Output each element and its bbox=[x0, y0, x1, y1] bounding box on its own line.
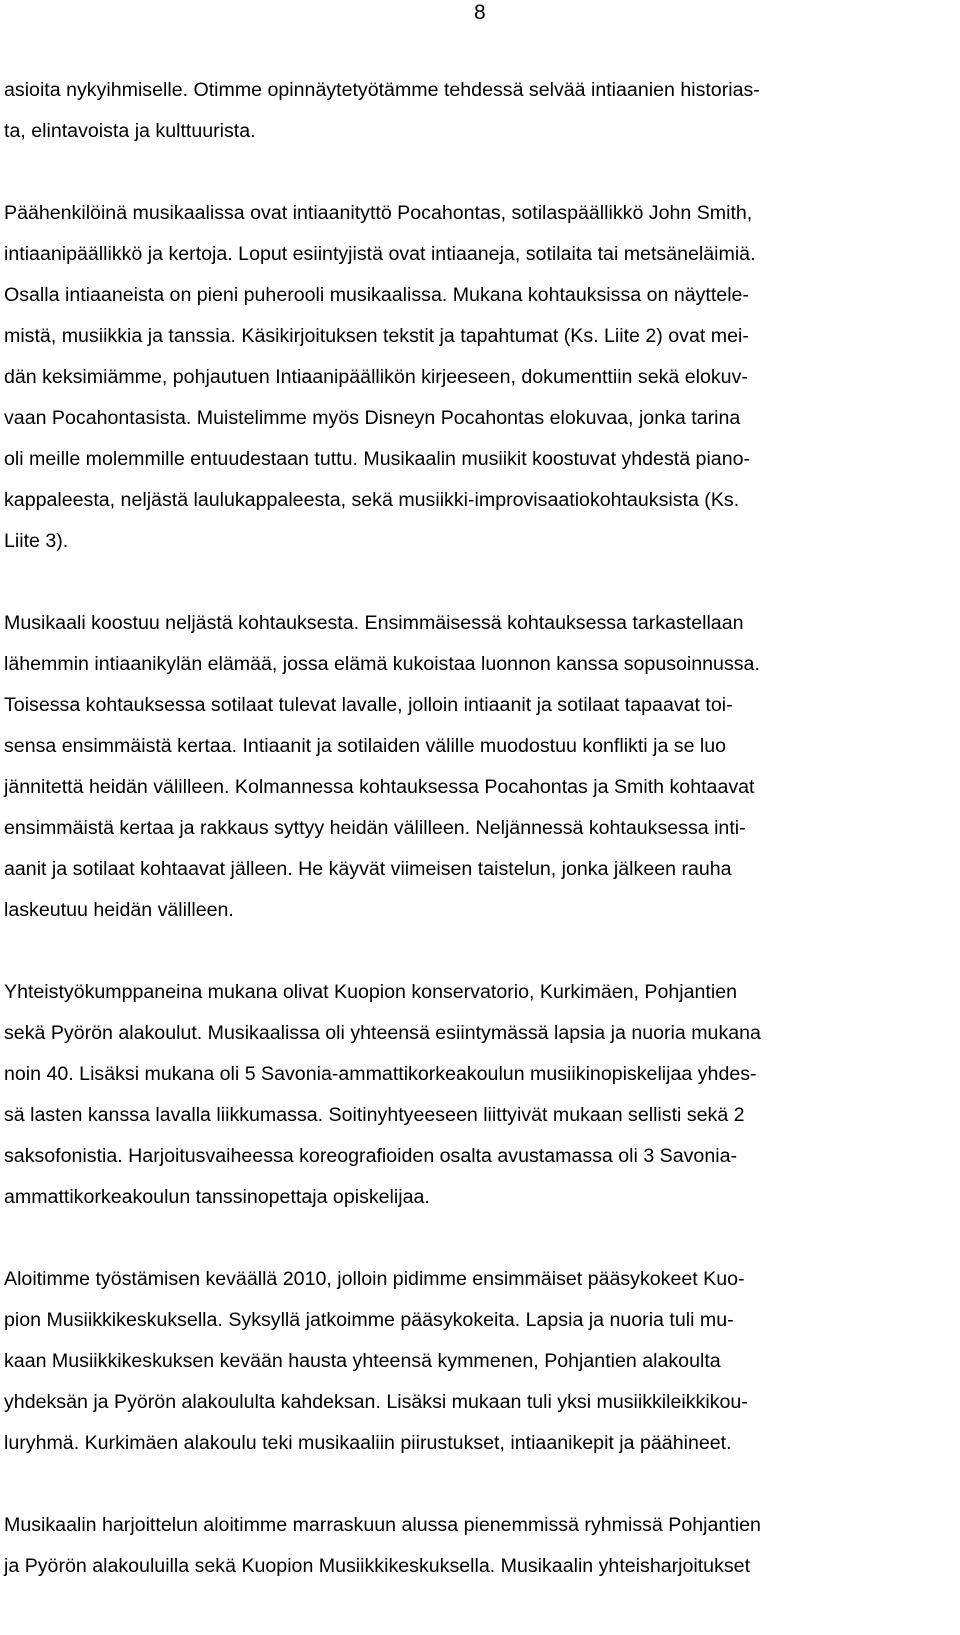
text-line: aanit ja sotilaat kohtaavat jälleen. He käyvät viimeisen taistelun, jonka jälkeen rauha bbox=[4, 858, 732, 880]
text-line: ensimmäistä kertaa ja rakkaus syttyy heidän välilleen. Neljännessä kohtauksessa inti- bbox=[4, 817, 746, 839]
paragraph-spacer bbox=[4, 1464, 761, 1505]
text-line: lähemmin intiaanikylän elämää, jossa elämä kukoistaa luonnon kanssa sopusoinnussa. bbox=[4, 653, 760, 675]
text-line: kappaleesta, neljästä laulukappaleesta, sekä musiikki-improvisaatiokohtauksista (Ks. bbox=[4, 489, 740, 511]
text-line: Yhteistyökumppaneina mukana olivat Kuopion konservatorio, Kurkimäen, Pohjantien bbox=[4, 981, 738, 1003]
text-line: Liite 3). bbox=[4, 530, 69, 552]
paragraph-spacer bbox=[4, 1218, 761, 1259]
text-line: pion Musiikkikeskuksella. Syksyllä jatkoimme pääsykokeita. Lapsia ja nuoria tuli mu- bbox=[4, 1309, 734, 1331]
text-line: asioita nykyihmiselle. Otimme opinnäytetyötämme tehdessä selvää intiaanien historias- bbox=[4, 79, 760, 101]
text-line: luryhmä. Kurkimäen alakoulu teki musikaaliin piirustukset, intiaanikepit ja päähineet. bbox=[4, 1432, 732, 1454]
text-line: ammattikorkeakoulun tanssinopettaja opiskelijaa. bbox=[4, 1186, 430, 1208]
text-line: Musikaali koostuu neljästä kohtauksesta. Ensimmäisessä kohtauksessa tarkastellaan bbox=[4, 612, 744, 634]
text-line: saksofonistia. Harjoitusvaiheessa koreografioiden osalta avustamassa oli 3 Savonia- bbox=[4, 1145, 737, 1167]
paragraph bbox=[4, 193, 761, 562]
text-line: laskeutuu heidän välilleen. bbox=[4, 899, 234, 921]
paragraph bbox=[4, 603, 761, 931]
text-line: mistä, musiikkia ja tanssia. Käsikirjoituksen tekstit ja tapahtumat (Ks. Liite 2) ovat mei- bbox=[4, 325, 749, 347]
text-line: noin 40. Lisäksi mukana oli 5 Savonia-ammattikorkeakoulun musiikinopiskelijaa yhdes- bbox=[4, 1063, 757, 1085]
text-line: Musikaalin harjoittelun aloitimme marraskuun alussa pienemmissä ryhmissä Pohjantien bbox=[4, 1514, 761, 1536]
text-line: Toisessa kohtauksessa sotilaat tulevat lavalle, jolloin intiaanit ja sotilaat tapaavat toi- bbox=[4, 694, 733, 716]
paragraph-spacer bbox=[4, 152, 761, 193]
text-line: ta, elintavoista ja kulttuurista. bbox=[4, 120, 256, 142]
text-line: intiaanipäällikkö ja kertoja. Loput esiintyjistä ovat intiaaneja, sotilaita tai metsäneläimiä. bbox=[4, 243, 756, 265]
text-line: sensa ensimmäistä kertaa. Intiaanit ja sotilaiden välille muodostuu konflikti ja se luo bbox=[4, 735, 727, 757]
text-line: sä lasten kanssa lavalla liikkumassa. Soitinyhtyeeseen liittyivät mukaan sellisti sekä 2 bbox=[4, 1104, 745, 1126]
text-line: Aloitimme työstämisen keväällä 2010, jolloin pidimme ensimmäiset pääsykokeet Kuo- bbox=[4, 1268, 745, 1290]
text-line: ja Pyörön alakouluilla sekä Kuopion Musiikkikeskuksella. Musikaalin yhteisharjoitukset bbox=[4, 1555, 751, 1577]
paragraph-spacer bbox=[4, 562, 761, 603]
text-line: sekä Pyörön alakoulut. Musikaalissa oli yhteensä esiintymässä lapsia ja nuoria mukana bbox=[4, 1022, 761, 1044]
page-number: 8 bbox=[474, 1, 486, 24]
page-body bbox=[4, 70, 761, 1587]
paragraph bbox=[4, 1505, 761, 1587]
text-line: kaan Musiikkikeskuksen kevään hausta yhteensä kymmenen, Pohjantien alakoulta bbox=[4, 1350, 721, 1372]
text-line: dän keksimiämme, pohjautuen Intiaanipäällikön kirjeeseen, dokumenttiin sekä elokuv- bbox=[4, 366, 748, 388]
paragraph-spacer bbox=[4, 931, 761, 972]
text-line: Päähenkilöinä musikaalissa ovat intiaanityttö Pocahontas, sotilaspäällikkö John Smith, bbox=[4, 202, 753, 224]
paragraph bbox=[4, 972, 761, 1218]
paragraph bbox=[4, 1259, 761, 1464]
text-line: yhdeksän ja Pyörön alakoululta kahdeksan. Lisäksi mukaan tuli yksi musiikkileikkikou- bbox=[4, 1391, 748, 1413]
text-line: vaan Pocahontasista. Muistelimme myös Disneyn Pocahontas elokuvaa, jonka tarina bbox=[4, 407, 741, 429]
text-line: Osalla intiaaneista on pieni puherooli musikaalissa. Mukana kohtauksissa on näyttele- bbox=[4, 284, 749, 306]
text-line: jännitettä heidän välilleen. Kolmannessa kohtauksessa Pocahontas ja Smith kohtaavat bbox=[4, 776, 755, 798]
paragraph bbox=[4, 70, 761, 152]
text-line: oli meille molemmille entuudestaan tuttu. Musikaalin musiikit koostuvat yhdestä piano- bbox=[4, 448, 751, 470]
